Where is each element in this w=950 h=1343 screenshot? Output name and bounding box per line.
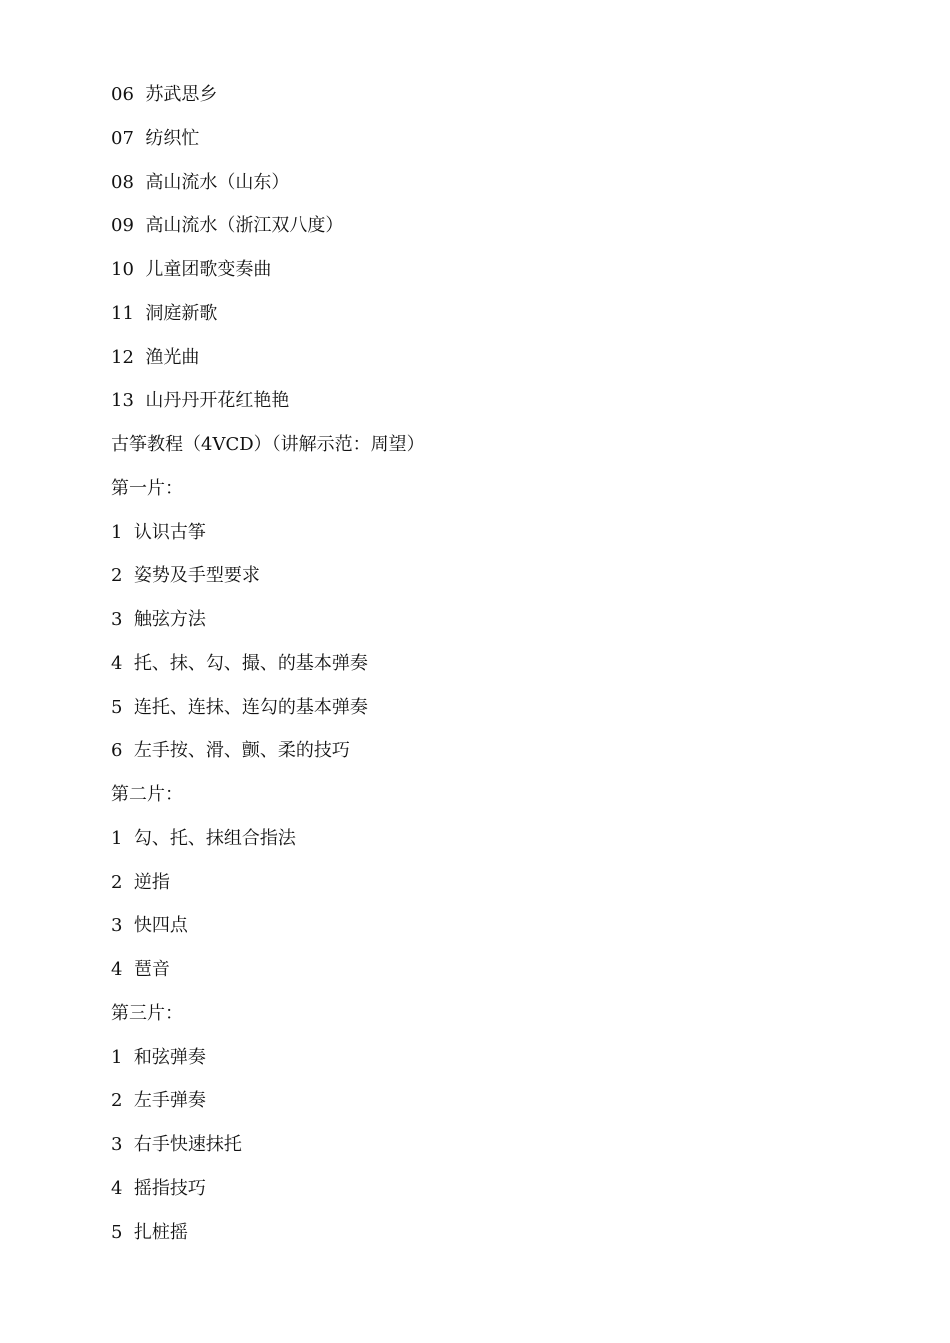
text-line: 13 山丹丹开花红艳艳 bbox=[111, 390, 290, 412]
text-line: 5 连托、连抹、连勾的基本弹奏 bbox=[111, 696, 368, 718]
text-line: 10 儿童团歌变奏曲 bbox=[111, 259, 272, 280]
text-line: 3 触弦方法 bbox=[111, 609, 206, 630]
text-line: 5 扎桩摇 bbox=[111, 1221, 188, 1243]
text-line: 08 高山流水（山东） bbox=[111, 171, 290, 193]
text-line: 2 逆指 bbox=[111, 871, 170, 893]
text-line: 2 左手弹奏 bbox=[111, 1090, 206, 1112]
text-lines bbox=[111, 84, 425, 1265]
disc-heading: 第二片： bbox=[111, 784, 183, 805]
text-line: 07 纺织忙 bbox=[111, 127, 200, 149]
text-line: 2 姿势及手型要求 bbox=[111, 565, 260, 587]
disc-heading: 第三片： bbox=[111, 1002, 183, 1024]
text-line: 11 洞庭新歌 bbox=[111, 302, 218, 324]
text-line: 6 左手按、滑、颤、柔的技巧 bbox=[111, 740, 350, 762]
text-line: 09 高山流水（浙江双八度） bbox=[111, 215, 344, 237]
text-line: 4 托、抹、勾、撮、的基本弹奏 bbox=[111, 652, 368, 674]
disc-heading: 第一片： bbox=[111, 477, 183, 499]
text-line: 1 认识古筝 bbox=[111, 521, 206, 543]
text-line: 1 勾、托、抹组合指法 bbox=[111, 827, 296, 849]
text-line: 1 和弦弹奏 bbox=[111, 1046, 206, 1068]
text-line: 3 快四点 bbox=[111, 915, 188, 937]
text-line: 06 苏武思乡 bbox=[111, 84, 218, 105]
text-line: 3 右手快速抹托 bbox=[111, 1134, 242, 1155]
section-heading: 古筝教程（4VCD）（讲解示范：周望） bbox=[111, 434, 425, 455]
text-line: 4 摇指技巧 bbox=[111, 1177, 206, 1199]
text-line: 4 琶音 bbox=[111, 959, 170, 980]
text-line: 12 渔光曲 bbox=[111, 346, 200, 368]
